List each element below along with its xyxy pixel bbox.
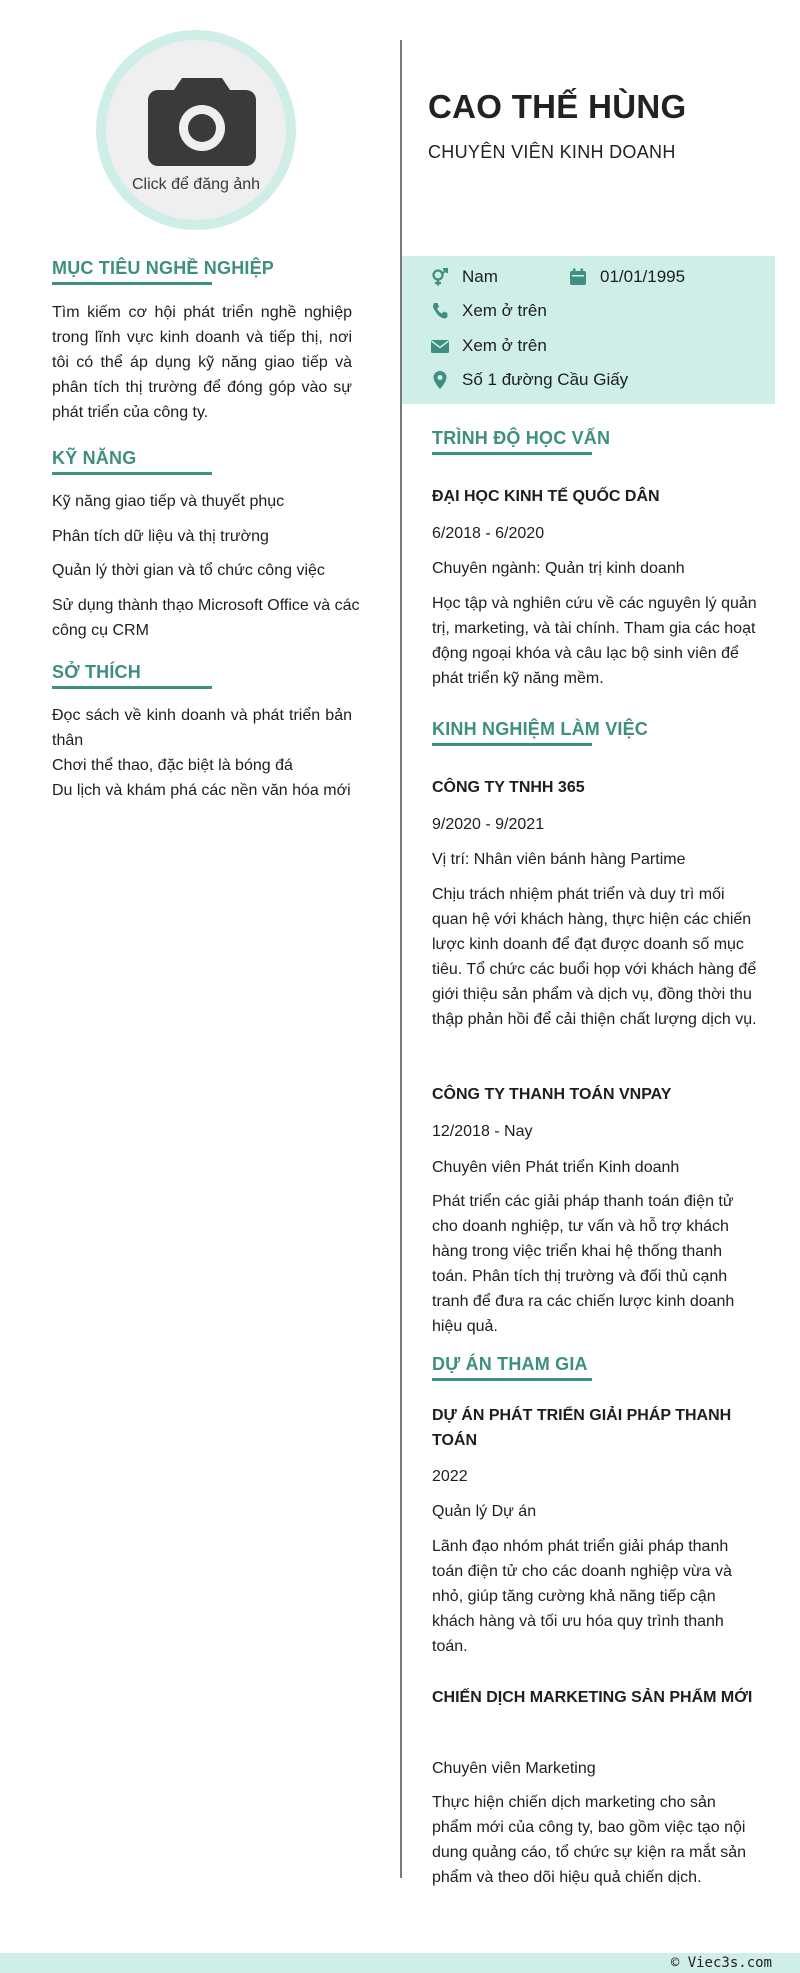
hobbies-underline	[52, 686, 212, 689]
objective-text: Tìm kiếm cơ hội phát triển nghề nghiệp trong lĩnh vực kinh doanh và tiếp thị, nơi tôi có thể áp dụng kỹ năng giao tiếp và phân tích thị trường để đóng góp vào sự phát triển của công ty.	[52, 304, 352, 421]
footer-credit[interactable]: © Viec3s.com	[670, 1955, 772, 1971]
hobby-item: Du lịch và khám phá các nền văn hóa mới	[52, 782, 351, 799]
camera-icon	[148, 74, 256, 166]
projects-underline	[432, 1378, 592, 1381]
project-desc: Thực hiện chiến dịch marketing cho sản phẩm mới của công ty, bao gồm việc tạo nội dung quảng cáo, tổ chức sự kiện ra mắt sản phẩm và theo dõi hiệu quả chiến dịch.	[432, 1794, 747, 1886]
candidate-name: CAO THẾ HÙNG	[428, 88, 687, 125]
contact-phone	[430, 301, 547, 321]
avatar-caption: Click để đăng ảnh	[131, 176, 261, 193]
gender-value: Nam	[462, 267, 498, 286]
phone-icon	[430, 301, 450, 321]
job-company: CÔNG TY THANH TOÁN VNPAY	[432, 1086, 672, 1103]
calendar-icon	[568, 267, 588, 287]
job-desc: Phát triển các giải pháp thanh toán điện tử cho doanh nghiệp, tư vấn và hỗ trợ khách hàng trong việc triển khai hệ thống thanh toán. Phân tích thị trường và đối thủ cạnh tranh để đưa ra các chiến lược kinh doanh hiệu quả.	[432, 1193, 735, 1335]
skill-item: Kỹ năng giao tiếp và thuyết phục	[52, 493, 285, 510]
skill-item: Phân tích dữ liệu và thị trường	[52, 528, 269, 545]
project-name: DỰ ÁN PHÁT TRIỂN GIẢI PHÁP THANH TOÁN	[432, 1407, 732, 1449]
project-role: Quản lý Dự án	[432, 1503, 537, 1520]
experience-heading: KINH NGHIỆM LÀM VIỆC	[432, 719, 649, 739]
location-icon	[430, 370, 450, 390]
job-role: Vị trí: Nhân viên bánh hàng Partime	[432, 851, 686, 868]
hobbies-heading: SỞ THÍCH	[52, 662, 141, 682]
projects-heading: DỰ ÁN THAM GIA	[432, 1354, 588, 1374]
avatar-upload[interactable]	[96, 30, 296, 230]
job-period: 12/2018 - Nay	[432, 1123, 533, 1140]
job-role: Chuyên viên Phát triển Kinh doanh	[432, 1159, 680, 1176]
phone-value: Xem ở trên	[462, 301, 547, 320]
education-major: Chuyên ngành: Quản trị kinh doanh	[432, 560, 685, 577]
objective-heading: MỤC TIÊU NGHỀ NGHIỆP	[52, 258, 275, 278]
contact-birthdate	[568, 267, 685, 287]
birthdate-value: 01/01/1995	[600, 267, 686, 286]
objective-underline	[52, 282, 212, 285]
job-period: 9/2020 - 9/2021	[432, 816, 545, 833]
skill-item: Quản lý thời gian và tổ chức công việc	[52, 562, 325, 579]
hobby-item: Đọc sách về kinh doanh và phát triển bản thân	[52, 707, 352, 749]
contact-email	[430, 336, 547, 356]
contact-gender	[430, 267, 498, 287]
hobby-item: Chơi thể thao, đặc biệt là bóng đá	[52, 757, 293, 774]
footer-bar	[0, 1953, 800, 1973]
skills-underline	[52, 472, 212, 475]
job-desc: Chịu trách nhiệm phát triển và duy trì mối quan hệ với khách hàng, thực hiện các chiến lược kinh doanh để đạt được doanh số mục tiêu. Tổ chức các buổi họp với khách hàng để giới thiệu sản phẩm và dịch vụ, đồng thời thu thập phản hồi để cải thiện chất lượng dịch vụ.	[432, 886, 757, 1028]
education-heading: TRÌNH ĐỘ HỌC VẤN	[432, 428, 611, 448]
project-desc: Lãnh đạo nhóm phát triển giải pháp thanh toán điện tử cho các doanh nghiệp vừa và nhỏ, giúp tăng cường khả năng tiếp cận khách hàng và tối ưu hóa quy trình thanh toán.	[432, 1538, 732, 1655]
contact-address	[430, 370, 628, 390]
project-role: Chuyên viên Marketing	[432, 1760, 596, 1777]
education-period: 6/2018 - 6/2020	[432, 525, 545, 542]
skills-heading: KỸ NĂNG	[52, 448, 137, 468]
experience-underline	[432, 743, 592, 746]
contact-block	[402, 256, 775, 404]
education-school: ĐẠI HỌC KINH TẾ QUỐC DÂN	[432, 488, 660, 505]
address-value: Số 1 đường Cầu Giấy	[462, 370, 629, 389]
skill-item: Sử dụng thành thạo Microsoft Office và các công cụ CRM	[52, 597, 360, 639]
gender-icon	[430, 267, 450, 287]
education-underline	[432, 452, 592, 455]
project-name: CHIẾN DỊCH MARKETING SẢN PHẨM MỚI	[432, 1689, 753, 1706]
education-desc: Học tập và nghiên cứu về các nguyên lý quản trị, marketing, và tài chính. Tham gia các hoạt động ngoại khóa và câu lạc bộ sinh viên để phát triển kỹ năng mềm.	[432, 595, 757, 687]
candidate-title: CHUYÊN VIÊN KINH DOANH	[428, 142, 676, 162]
email-icon	[430, 336, 450, 356]
email-value: Xem ở trên	[462, 336, 547, 355]
job-company: CÔNG TY TNHH 365	[432, 779, 585, 796]
project-year: 2022	[432, 1468, 468, 1485]
